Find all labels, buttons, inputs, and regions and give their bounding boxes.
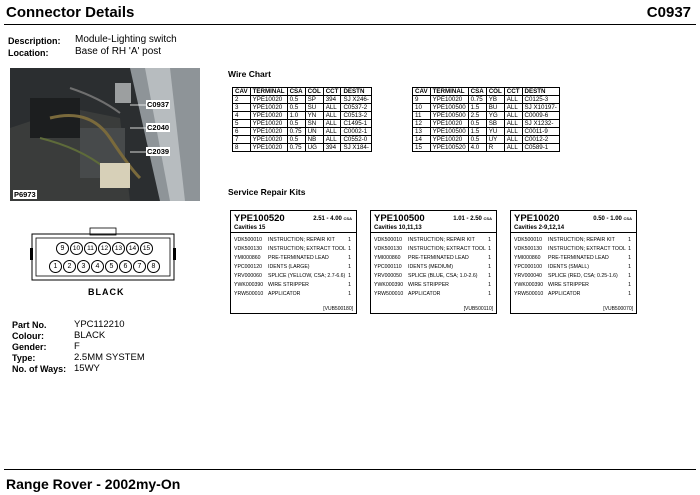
- wire-chart-cell: 6: [233, 128, 251, 136]
- wire-chart-cell: SB: [486, 120, 504, 128]
- wire-chart-cell: 0.75: [287, 128, 305, 136]
- pin-5: 5: [105, 260, 118, 273]
- wire-chart-cell: ALL: [323, 136, 341, 144]
- wire-chart-cell: 8: [233, 144, 251, 152]
- wire-chart-cell: ALL: [323, 128, 341, 136]
- kit-item-description: WIRE STRIPPER: [268, 282, 309, 288]
- kit-item-row: [374, 273, 493, 281]
- kit-item-part-no: YRV000060: [234, 273, 262, 279]
- kit-item-description: IDENTS (MEDIUM): [408, 264, 453, 270]
- kit-item-row: [374, 255, 493, 263]
- kit-item-qty: 1: [488, 273, 491, 279]
- wire-chart-cell: SJ X246-: [341, 96, 371, 104]
- wire-chart-header: COL: [486, 88, 504, 96]
- callout-c0937: C0937: [147, 100, 170, 109]
- wire-chart-cell: C0125-3: [522, 96, 559, 104]
- kit-divider: [231, 232, 356, 233]
- wire-chart-cell: C0009-6: [522, 112, 559, 120]
- wire-chart-table-right: [412, 87, 560, 152]
- wire-chart-cell: C0002-1: [341, 128, 371, 136]
- wire-chart-row: [413, 136, 560, 144]
- wire-chart-table-left: [232, 87, 372, 152]
- wire-chart-cell: YPE100500: [430, 104, 468, 112]
- kit-item-qty: 1: [348, 282, 351, 288]
- pin-3: 3: [77, 260, 90, 273]
- location-photo: [10, 68, 200, 201]
- wire-chart-cell: 0.5: [287, 136, 305, 144]
- service-kits-title: Service Repair Kits: [228, 187, 306, 197]
- wire-chart-header: CSA: [468, 88, 486, 96]
- wire-chart-cell: R: [486, 144, 504, 152]
- location-value: Base of RH 'A' post: [75, 46, 162, 57]
- kit-item-row: [514, 273, 633, 281]
- wire-chart-header: CSA: [287, 88, 305, 96]
- wire-chart-cell: SJ X10197-: [522, 104, 559, 112]
- wire-chart-cell: C0513-2: [341, 112, 371, 120]
- wire-chart-cell: 0.5: [287, 96, 305, 104]
- kit-item-row: [514, 255, 633, 263]
- kit-item-qty: 1: [488, 291, 491, 297]
- pin-8: 8: [147, 260, 160, 273]
- wire-chart-title: Wire Chart: [228, 69, 271, 79]
- kit-item-description: IDENTS (SMALL): [548, 264, 589, 270]
- wire-chart-cell: 1.5: [468, 104, 486, 112]
- kit-item-description: INSTRUCTION; REPAIR KIT: [548, 237, 615, 243]
- detail-value: BLACK: [74, 330, 106, 341]
- kit-item-description: SPLICE (RED, CSA; 0.25-1.6): [548, 273, 618, 279]
- wire-chart-cell: 11: [413, 112, 431, 120]
- wire-chart-row: [413, 96, 560, 104]
- kit-cavities: Cavities 2-9,12,14: [514, 225, 565, 231]
- kit-item-part-no: VDK500010: [234, 237, 262, 243]
- kit-item-part-no: YRW500010: [514, 291, 544, 297]
- kit-item-qty: 1: [348, 291, 351, 297]
- kit-item-row: [374, 282, 493, 290]
- kit-item-description: PRE-TERMINATED LEAD: [268, 255, 329, 261]
- part-details: [12, 320, 192, 375]
- wire-chart-right: [412, 87, 560, 152]
- location-label: Location:: [8, 48, 49, 58]
- kit-item-qty: 1: [488, 237, 491, 243]
- kit-item-part-no: VDK500130: [234, 246, 262, 252]
- kit-item-part-no: YPC000100: [514, 264, 542, 270]
- kit-item-part-no: YRV000040: [514, 273, 542, 279]
- kit-item-description: PRE-TERMINATED LEAD: [548, 255, 609, 261]
- wire-chart-cell: 0.75: [287, 144, 305, 152]
- pin-12: 12: [98, 242, 111, 255]
- kit-cavities: Cavities 10,11,13: [374, 225, 422, 231]
- wire-chart-cell: C1495-1: [341, 120, 371, 128]
- wire-chart-cell: 0.5: [287, 104, 305, 112]
- kit-item-row: [374, 246, 493, 254]
- kit-item-part-no: YWK000390: [234, 282, 264, 288]
- wire-chart-cell: 0.5: [287, 120, 305, 128]
- kit-item-part-no: YWK000390: [374, 282, 404, 288]
- wire-chart-cell: 0.75: [468, 96, 486, 104]
- kit-item-row: [374, 264, 493, 272]
- kit-item-description: INSTRUCTION; REPAIR KIT: [408, 237, 475, 243]
- callout-c2039: C2039: [147, 147, 170, 156]
- kit-item-qty: 1: [628, 237, 631, 243]
- header-rule: [4, 24, 696, 25]
- wire-chart-cell: YPE10020: [250, 144, 287, 152]
- kit-item-row: [234, 264, 353, 272]
- wire-chart-cell: UN: [305, 128, 323, 136]
- kit-item-row: [374, 237, 493, 245]
- kit-item-part-no: VDK500010: [374, 237, 402, 243]
- kit-item-part-no: YRW500010: [234, 291, 264, 297]
- footer-title: Range Rover - 2002my-On: [6, 476, 181, 492]
- callout-c2040: C2040: [147, 123, 170, 132]
- wire-chart-cell: 2: [233, 96, 251, 104]
- pin-7: 7: [133, 260, 146, 273]
- kit-item-description: APPLICATOR: [548, 291, 581, 297]
- kit-item-row: [234, 237, 353, 245]
- detail-value: 2.5MM SYSTEM: [74, 352, 145, 363]
- wire-chart-cell: YPE10020: [250, 128, 287, 136]
- page-title: Connector Details: [6, 4, 135, 21]
- wire-chart-cell: ALL: [504, 136, 522, 144]
- kit-range-unit: CSA: [483, 216, 492, 221]
- wire-chart-cell: ALL: [504, 144, 522, 152]
- wire-chart-row: [413, 120, 560, 128]
- wire-chart-cell: YPE100500: [430, 112, 468, 120]
- wire-chart-cell: 13: [413, 128, 431, 136]
- kit-item-qty: 1: [628, 291, 631, 297]
- detail-value: 15WY: [74, 363, 100, 374]
- kit-item-qty: 1: [488, 282, 491, 288]
- kit-item-row: [234, 246, 353, 254]
- wire-chart-cell: YPE10020: [430, 136, 468, 144]
- detail-row-colour: [12, 331, 192, 342]
- pin-11: 11: [84, 242, 97, 255]
- kit-item-qty: 1: [348, 264, 351, 270]
- description-label: Description:: [8, 36, 61, 46]
- wire-chart-row: [233, 136, 372, 144]
- kit-item-row: [514, 264, 633, 272]
- kit-item-part-no: YWK000390: [514, 282, 544, 288]
- wire-chart-row: [413, 112, 560, 120]
- kit-item-description: WIRE STRIPPER: [408, 282, 449, 288]
- kit-ref: [VUB500070]: [603, 306, 633, 312]
- wire-chart-cell: 5: [233, 120, 251, 128]
- kit-code: YPE100520: [234, 213, 285, 224]
- kit-range-value: 0.50 - 1.00: [593, 216, 622, 222]
- connector-code: C0937: [646, 4, 691, 21]
- kit-code: YPE10020: [514, 213, 560, 224]
- kit-item-description: INSTRUCTION; EXTRACT TOOL: [548, 246, 626, 252]
- wire-chart-cell: 7: [233, 136, 251, 144]
- detail-value: F: [74, 341, 80, 352]
- top-pin-row: [56, 242, 153, 255]
- kit-item-description: SPLICE (BLUE, CSA; 1.0-2.6): [408, 273, 478, 279]
- kit-item-part-no: YMI000860: [514, 255, 541, 261]
- kit-range-value: 1.01 - 2.50: [453, 216, 482, 222]
- service-kit-ype100520: [230, 210, 357, 314]
- kit-item-qty: 1: [348, 237, 351, 243]
- wire-chart-cell: C0589-1: [522, 144, 559, 152]
- kit-item-row: [514, 291, 633, 299]
- wire-chart-cell: YPE10020: [250, 136, 287, 144]
- wire-chart-row: [233, 120, 372, 128]
- kit-item-description: APPLICATOR: [408, 291, 441, 297]
- wire-chart-cell: SN: [305, 120, 323, 128]
- pin-14: 14: [126, 242, 139, 255]
- kit-item-qty: 1: [348, 273, 351, 279]
- wire-chart-cell: 0.5: [468, 136, 486, 144]
- detail-label: Part No.: [12, 320, 47, 330]
- vehicle-interior-image: [10, 68, 200, 201]
- wire-chart-cell: 0.5: [468, 120, 486, 128]
- wire-chart-header: TERMINAL: [250, 88, 287, 96]
- kit-item-part-no: YMI000860: [234, 255, 261, 261]
- wire-chart-cell: 394: [323, 144, 341, 152]
- kit-item-row: [234, 291, 353, 299]
- kit-range-unit: CSA: [343, 216, 352, 221]
- kit-divider: [371, 232, 496, 233]
- kit-item-part-no: YRV000050: [374, 273, 402, 279]
- wire-chart-cell: ALL: [504, 128, 522, 136]
- kit-item-part-no: YPC000110: [374, 264, 402, 270]
- wire-chart-cell: YPE10020: [250, 120, 287, 128]
- kit-item-qty: 1: [628, 282, 631, 288]
- connector-color-label: BLACK: [88, 287, 125, 297]
- wire-chart-cell: YPE10020: [250, 96, 287, 104]
- kit-item-description: APPLICATOR: [268, 291, 301, 297]
- kit-item-qty: 1: [628, 273, 631, 279]
- kit-item-row: [234, 255, 353, 263]
- wire-chart-cell: 2.5: [468, 112, 486, 120]
- detail-label: No. of Ways:: [12, 364, 67, 374]
- wire-chart-cell: YPE100500: [430, 128, 468, 136]
- kit-item-description: SPLICE (YELLOW, CSA; 2.7-6.6): [268, 273, 346, 279]
- wire-chart-row: [413, 128, 560, 136]
- wire-chart-cell: YPE100520: [430, 144, 468, 152]
- wire-chart-cell: ALL: [504, 120, 522, 128]
- kit-item-description: PRE-TERMINATED LEAD: [408, 255, 469, 261]
- wire-chart-cell: 3: [233, 104, 251, 112]
- kit-item-part-no: YRW500010: [374, 291, 404, 297]
- kit-item-description: INSTRUCTION; EXTRACT TOOL: [268, 246, 346, 252]
- wire-chart-cell: YB: [486, 96, 504, 104]
- kit-code: YPE100500: [374, 213, 425, 224]
- wire-chart-row: [413, 144, 560, 152]
- kit-ref: [VUB500180]: [323, 306, 353, 312]
- kit-range: [453, 216, 492, 222]
- kit-item-row: [234, 273, 353, 281]
- wire-chart-cell: YPE10020: [430, 96, 468, 104]
- wire-chart-cell: 10: [413, 104, 431, 112]
- wire-chart-header: CAV: [233, 88, 251, 96]
- wire-chart-cell: 4: [233, 112, 251, 120]
- kit-item-row: [514, 237, 633, 245]
- wire-chart-cell: NB: [305, 136, 323, 144]
- wire-chart-cell: C0552-0: [341, 136, 371, 144]
- kit-item-part-no: VDK500130: [374, 246, 402, 252]
- description-value: Module-Lighting switch: [75, 34, 177, 45]
- wire-chart-cell: ALL: [323, 120, 341, 128]
- detail-value: YPC112210: [74, 319, 125, 330]
- wire-chart-cell: YPE10020: [250, 112, 287, 120]
- kit-item-row: [234, 282, 353, 290]
- kit-item-description: WIRE STRIPPER: [548, 282, 589, 288]
- wire-chart-row: [233, 104, 372, 112]
- wire-chart-cell: ALL: [504, 112, 522, 120]
- kit-item-qty: 1: [348, 255, 351, 261]
- kit-ref: [VUB500110]: [463, 306, 493, 312]
- service-kit-ype10020: [510, 210, 637, 314]
- wire-chart-header: DESTN: [341, 88, 371, 96]
- pin-2: 2: [63, 260, 76, 273]
- wire-chart-cell: C0011-9: [522, 128, 559, 136]
- wire-chart-cell: 4.0: [468, 144, 486, 152]
- wire-chart-cell: 1.5: [468, 128, 486, 136]
- wire-chart-cell: C0012-2: [522, 136, 559, 144]
- kit-item-qty: 1: [488, 246, 491, 252]
- wire-chart-cell: SP: [305, 96, 323, 104]
- footer-rule: [4, 469, 696, 470]
- pin-15: 15: [140, 242, 153, 255]
- wire-chart-header: DESTN: [522, 88, 559, 96]
- photo-ref: P6973: [14, 190, 36, 199]
- wire-chart-cell: C0537-2: [341, 104, 371, 112]
- kit-item-part-no: YMI000860: [374, 255, 401, 261]
- kit-cavities: Cavities 15: [234, 225, 266, 231]
- detail-label: Colour:: [12, 331, 44, 341]
- wire-chart-header: CCT: [323, 88, 341, 96]
- kit-range: [313, 216, 352, 222]
- pin-4: 4: [91, 260, 104, 273]
- wire-chart-header: TERMINAL: [430, 88, 468, 96]
- detail-row-ways: [12, 364, 192, 375]
- kit-item-qty: 1: [348, 246, 351, 252]
- wire-chart-cell: 15: [413, 144, 431, 152]
- wire-chart-cell: 1.0: [287, 112, 305, 120]
- kit-item-description: INSTRUCTION; EXTRACT TOOL: [408, 246, 486, 252]
- pin-13: 13: [112, 242, 125, 255]
- kit-range-value: 2.51 - 4.00: [313, 216, 342, 222]
- kit-item-part-no: VDK500130: [514, 246, 542, 252]
- wire-chart-header: CAV: [413, 88, 431, 96]
- kit-item-row: [514, 282, 633, 290]
- connector-face-diagram: [30, 226, 176, 282]
- kit-item-qty: 1: [628, 255, 631, 261]
- wire-chart-cell: UY: [486, 136, 504, 144]
- kit-range-unit: CSA: [623, 216, 632, 221]
- wire-chart-cell: ALL: [504, 104, 522, 112]
- wire-chart-cell: ALL: [323, 112, 341, 120]
- wire-chart-row: [233, 144, 372, 152]
- kit-item-qty: 1: [488, 255, 491, 261]
- kit-item-qty: 1: [628, 246, 631, 252]
- wire-chart-cell: YU: [486, 128, 504, 136]
- kit-item-row: [514, 246, 633, 254]
- wire-chart-left: [232, 87, 372, 152]
- wire-chart-cell: SJ X1232-: [522, 120, 559, 128]
- wire-chart-cell: YPE10020: [250, 104, 287, 112]
- wire-chart-cell: UG: [305, 144, 323, 152]
- pin-6: 6: [119, 260, 132, 273]
- kit-item-part-no: VDK500010: [514, 237, 542, 243]
- kit-range: [593, 216, 632, 222]
- wire-chart-row: [233, 112, 372, 120]
- kit-item-part-no: YPC000120: [234, 264, 262, 270]
- wire-chart-header: CCT: [504, 88, 522, 96]
- bottom-pin-row: [49, 260, 160, 273]
- wire-chart-cell: SJ X184-: [341, 144, 371, 152]
- wire-chart-cell: ALL: [323, 104, 341, 112]
- wire-chart-header: COL: [305, 88, 323, 96]
- detail-label: Type:: [12, 353, 36, 363]
- wire-chart-row: [233, 96, 372, 104]
- kit-divider: [511, 232, 636, 233]
- wire-chart-cell: 14: [413, 136, 431, 144]
- wire-chart-cell: ALL: [504, 96, 522, 104]
- kit-item-description: INSTRUCTION; REPAIR KIT: [268, 237, 335, 243]
- wire-chart-cell: YPE10020: [430, 120, 468, 128]
- wire-chart-cell: BU: [486, 104, 504, 112]
- kit-item-row: [374, 291, 493, 299]
- detail-label: Gender:: [12, 342, 47, 352]
- wire-chart-cell: 394: [323, 96, 341, 104]
- wire-chart-cell: 9: [413, 96, 431, 104]
- detail-row-type: [12, 353, 192, 364]
- service-kit-ype100500: [370, 210, 497, 314]
- wire-chart-row: [233, 128, 372, 136]
- kit-item-description: IDENTS (LARGE): [268, 264, 310, 270]
- pin-10: 10: [70, 242, 83, 255]
- wire-chart-cell: SU: [305, 104, 323, 112]
- pin-9: 9: [56, 242, 69, 255]
- wire-chart-cell: 12: [413, 120, 431, 128]
- wire-chart-cell: YG: [486, 112, 504, 120]
- wire-chart-row: [413, 104, 560, 112]
- pin-1: 1: [49, 260, 62, 273]
- wire-chart-cell: YN: [305, 112, 323, 120]
- kit-item-qty: 1: [488, 264, 491, 270]
- kit-item-qty: 1: [628, 264, 631, 270]
